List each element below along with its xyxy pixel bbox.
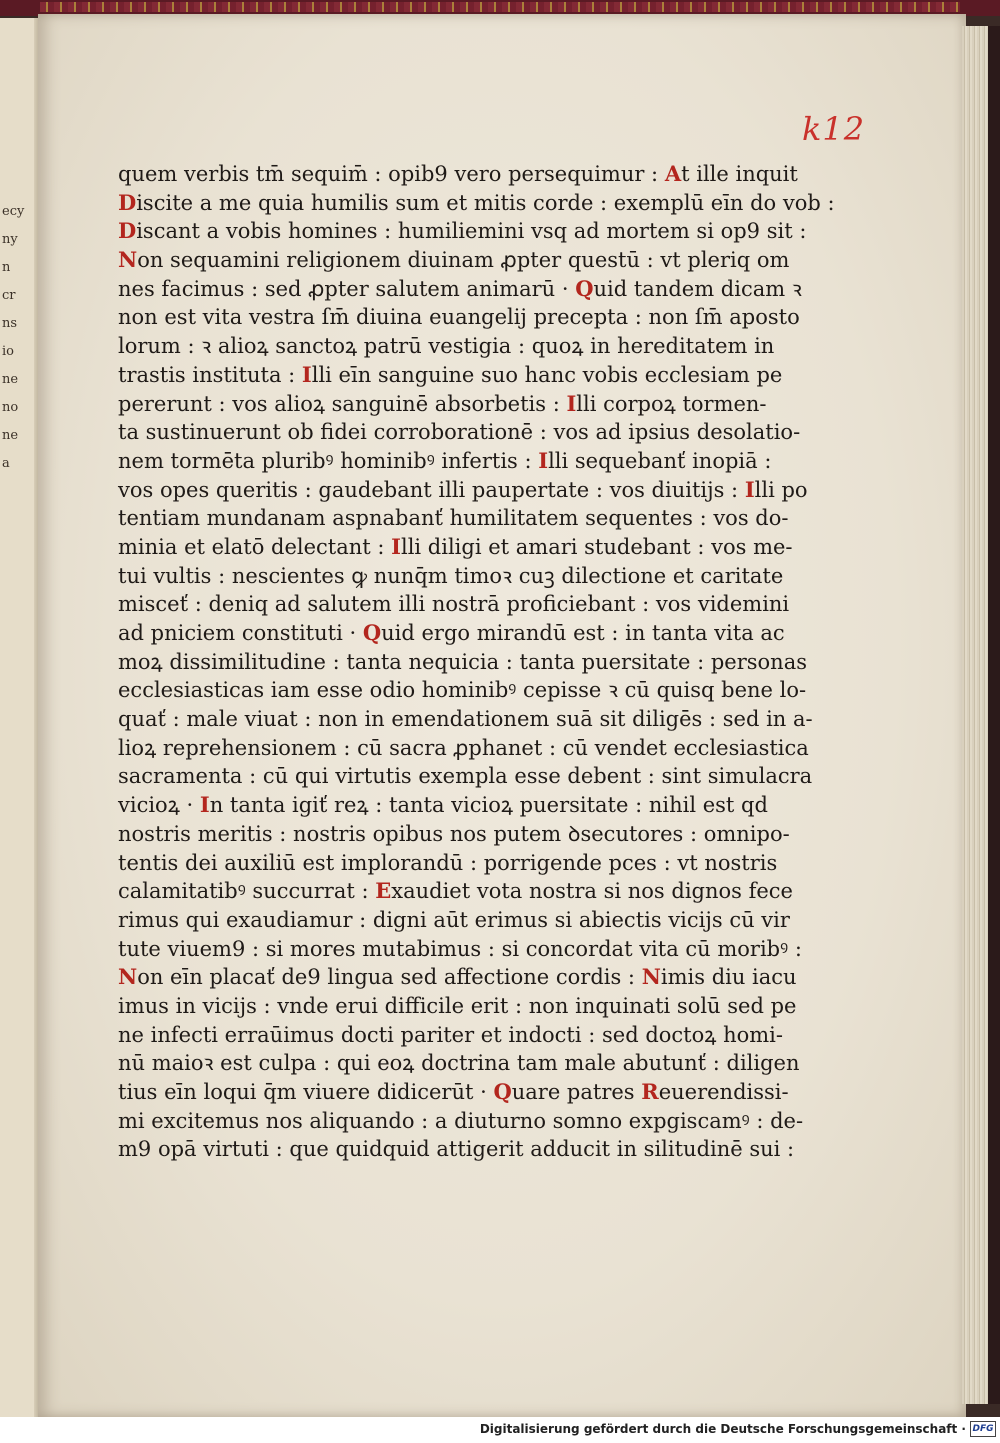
margin-fragment: a — [2, 456, 10, 471]
text-line — [118, 676, 818, 705]
text-line — [118, 418, 818, 447]
margin-fragment: ne — [2, 428, 19, 443]
text-segment: trastis instituta : — [118, 362, 302, 387]
text-line — [118, 1049, 818, 1078]
text-line — [118, 590, 818, 619]
text-segment: vicioꝝ · — [118, 793, 200, 818]
text-line — [118, 1021, 818, 1050]
rubricated-initial: I — [538, 447, 549, 473]
text-segment: uid tandem dicam ꝛ — [593, 276, 802, 301]
rubricated-initial: N — [641, 964, 661, 990]
margin-fragment: ns — [2, 316, 18, 331]
text-segment: euerendissi- — [658, 1080, 789, 1104]
text-line — [118, 935, 818, 964]
text-segment: non est vita vestra ſm̄ diuina euangelij precepta : non ſm̄ aposto — [118, 305, 800, 330]
rubricated-initial: D — [118, 218, 137, 244]
margin-fragment: io — [2, 344, 14, 359]
margin-fragment: n — [2, 260, 11, 275]
text-line — [118, 877, 818, 906]
text-segment: minia et elatō delectant : — [118, 534, 392, 559]
text-line — [118, 705, 818, 734]
text-segment: quať : male viuat : non in emendationem suā sit diligēs : sed in a- — [118, 707, 813, 732]
text-line — [118, 390, 818, 419]
gilt-ornament — [40, 2, 960, 12]
text-line — [118, 992, 818, 1021]
text-segment: ad pniciem constituti · — [118, 621, 363, 645]
text-segment: tentis dei auxiliū est implorandū : porrigende pces : vt nostris — [118, 850, 778, 875]
text-line — [118, 1078, 818, 1107]
left-page-edge — [0, 18, 40, 1417]
text-line — [118, 275, 818, 304]
text-segment: lorum : ꝛ alioꝝ sanctoꝝ patrū vestigia : quoꝝ in hereditatem in — [118, 334, 775, 359]
rubricated-initial: R — [641, 1079, 659, 1104]
rubricated-initial: D — [118, 189, 137, 215]
margin-fragment: ny — [2, 232, 18, 247]
rubricated-initial: A — [664, 161, 682, 186]
text-line — [118, 217, 818, 246]
text-line — [118, 1135, 818, 1164]
text-line — [118, 762, 818, 791]
text-segment: pererunt : vos alioꝝ sanguinē absorbetis : — [118, 391, 567, 416]
footer-bar — [0, 1417, 1000, 1443]
text-line — [118, 533, 818, 562]
text-segment: tius eīn loqui q̄m viuere didicerūt · — [118, 1080, 494, 1104]
binding-edge — [988, 26, 1000, 1404]
text-line — [118, 332, 818, 361]
text-segment: tui vultis : nescientes ꝙ nunq̄m timoꝛ cuꝫ dilectione et caritate — [118, 563, 784, 588]
dfg-credit: Digitalisierung gefördert durch die Deutsche Forschungsgemeinschaft · — [479, 1422, 966, 1436]
rubricated-initial: I — [391, 533, 401, 559]
margin-fragment: ecy — [2, 204, 25, 219]
text-segment: lli po — [754, 477, 808, 502]
rubricated-initial: I — [301, 361, 312, 387]
text-line — [118, 303, 818, 332]
text-segment: xaudiet vota nostra si nos dignos fece — [391, 879, 793, 904]
text-segment: tute viuem9 : si mores mutabimus : si concordat vita cū moribꝰ : — [118, 936, 802, 961]
text-segment: nem tormēta pluribꝰ hominibꝰ infertis : — [118, 448, 539, 473]
text-segment: ta sustinuerunt ob fidei corroborationē : vos ad ipsius desolatio- — [118, 420, 801, 445]
text-segment: nū maioꝛ est culpa : qui eoꝝ doctrina tam male abutunť : diligen — [118, 1051, 800, 1076]
rubricated-initial: Q — [493, 1079, 512, 1104]
text-line — [118, 189, 835, 218]
rubricated-initial: I — [566, 390, 577, 416]
text-segment: ecclesiasticas iam esse odio hominibꝰ cepisse ꝛ cū quisq bene lo- — [118, 678, 807, 703]
margin-fragment: no — [2, 400, 19, 415]
dfg-logo: DFG — [970, 1421, 996, 1437]
text-segment: lli corpoꝝ tormen- — [576, 391, 767, 416]
text-segment: lli diligi et amari studebant : vos me- — [400, 534, 793, 559]
rubricated-initial: E — [375, 878, 392, 904]
text-line — [118, 963, 818, 992]
margin-fragment: ne — [2, 372, 19, 387]
text-line — [118, 906, 818, 935]
text-line — [118, 849, 818, 878]
rubricated-initial: N — [118, 247, 138, 273]
text-line — [118, 447, 818, 476]
text-line — [118, 476, 818, 505]
text-line — [118, 246, 818, 275]
text-segment: uid ergo mirandū est : in tanta vita ac — [381, 621, 785, 645]
text-segment: rimus qui exaudiamur : digni aūt erimus si abiectis vicijs cū vir — [118, 907, 790, 932]
text-segment: on sequamini religionem diuinam ꝓpter questū : vt pleriq om — [137, 248, 790, 273]
text-segment: lli eīn sanguine suo hanc vobis ecclesiam pe — [311, 362, 783, 387]
text-segment: lioꝝ reprehensionem : cū sacra ꝓphanet : cū vendet ecclesiastica — [118, 735, 809, 760]
text-line — [118, 820, 818, 849]
text-line — [118, 1107, 818, 1136]
text-segment: vos opes queritis : gaudebant illi paupertate : vos diuitijs : — [118, 477, 745, 502]
text-segment: lli sequebanť inopiā : — [548, 448, 772, 473]
text-segment: t ille inquit — [681, 162, 798, 186]
text-segment: on eīn placať de9 lingua sed affectione cordis : — [137, 965, 642, 990]
text-line — [118, 791, 818, 820]
text-line — [118, 648, 818, 677]
rubricated-initial: I — [199, 792, 210, 818]
text-segment: sacramenta : cū qui virtutis exempla esse debent : sint simulacra — [118, 764, 813, 789]
rubricated-initial: Q — [575, 275, 594, 301]
text-segment: m9 opā virtuti : que quidquid attigerit adducit in silitudinē sui : — [118, 1137, 795, 1162]
folio-mark: k12 — [802, 110, 866, 148]
left-margin-fragments — [2, 198, 32, 478]
text-segment: misceť : deniq ad salutem illi nostrā proficiebant : vos videmini — [118, 592, 790, 617]
text-segment: nostris meritis : nostris opibus nos putem ꝺsecutores : omnipo- — [118, 821, 790, 846]
text-segment: moꝝ dissimilitudine : tanta nequicia : tanta puersitate : personas — [118, 649, 807, 674]
margin-fragment: cr — [2, 288, 16, 303]
text-segment: tentiam mundanam aspnabanť humilitatem sequentes : vos do- — [118, 506, 789, 531]
text-segment: quem verbis tm̄ sequim̄ : opib9 vero persequimur : — [118, 162, 665, 186]
text-segment: ne infecti erraūimus docti pariter et indocti : sed doctoꝝ homi- — [118, 1022, 783, 1047]
text-line — [118, 619, 818, 648]
rubricated-initial: Q — [362, 620, 382, 645]
rubricated-initial: I — [744, 476, 755, 502]
page-fore-edge — [962, 26, 990, 1404]
rubricated-initial: N — [118, 964, 138, 990]
text-line — [118, 504, 818, 533]
text-segment: calamitatibꝰ succurrat : — [118, 879, 376, 904]
text-segment: iscite a me quia humilis sum et mitis corde : exemplū eīn do vob : — [136, 190, 835, 215]
text-line — [118, 160, 818, 189]
text-segment: imis diu iacu — [660, 965, 797, 990]
text-line — [118, 361, 818, 390]
text-block — [118, 160, 835, 1164]
text-segment: nes facimus : sed ꝓpter salutem animarū · — [118, 276, 576, 301]
text-segment: imus in vicijs : vnde erui difficile erit : non inquinati solū sed pe — [118, 993, 797, 1018]
text-line — [118, 562, 818, 591]
text-segment: uare patres — [511, 1080, 642, 1104]
text-segment: iscant a vobis homines : humiliemini vsq ad mortem si op9 sit : — [136, 219, 807, 244]
text-segment: n tanta igiť reꝝ : tanta vicioꝝ puersitate : nihil est qd — [209, 793, 768, 818]
text-line — [118, 734, 818, 763]
text-segment: mi excitemus nos aliquando : a diuturno somno expgiscamꝰ : de- — [118, 1108, 804, 1133]
